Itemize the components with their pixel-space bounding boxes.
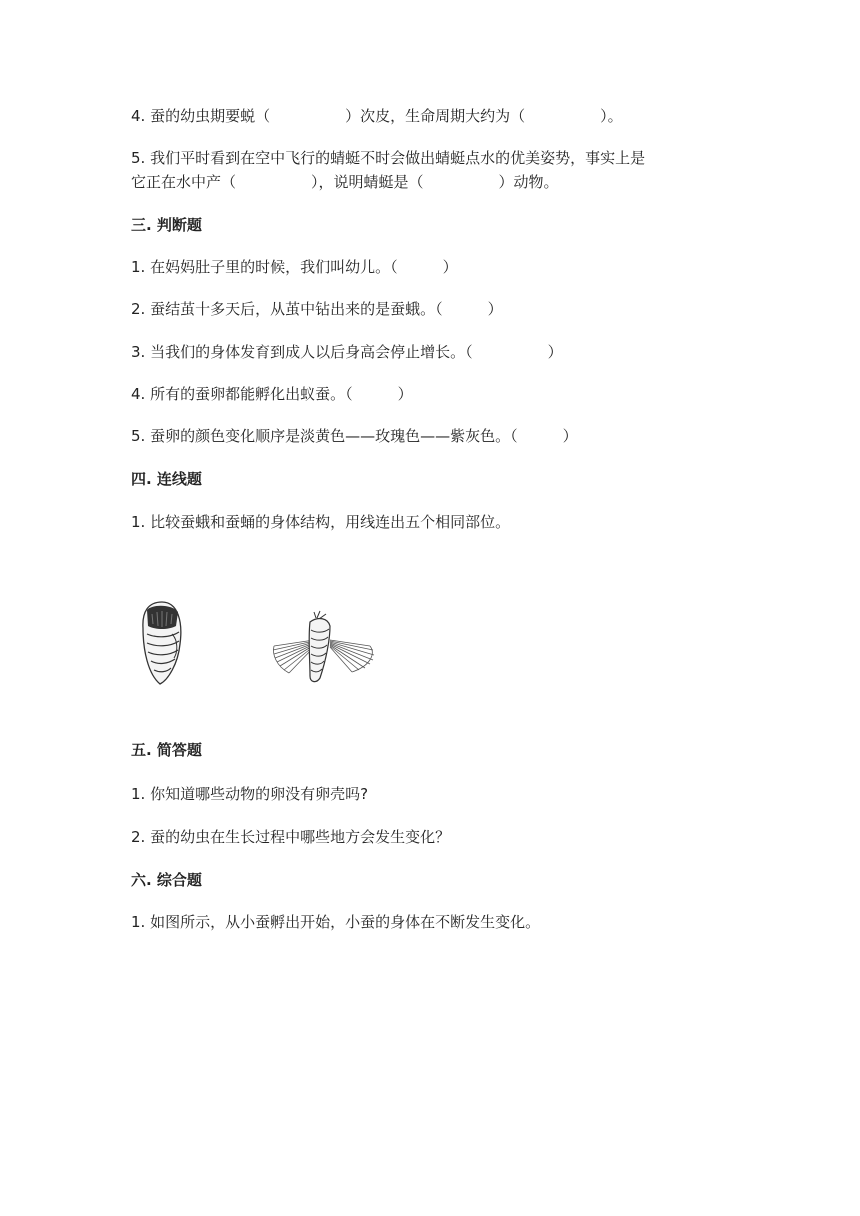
judge-question-4: 4. 所有的蚕卵都能孵化出蚁蚕。（ ） xyxy=(131,385,413,403)
section-title-comprehensive: 六. 综合题 xyxy=(131,871,202,889)
judge-question-1: 1. 在妈妈肚子里的时候，我们叫幼儿。（ ） xyxy=(131,258,458,276)
judge-question-5: 5. 蚕卵的颜色变化顺序是淡黄色——玫瑰色——紫灰色。（ ） xyxy=(131,427,578,445)
fill-question-5-line2: 它正在水中产（ ），说明蜻蜓是（ ）动物。 xyxy=(131,173,559,191)
short-question-2: 2. 蚕的幼虫在生长过程中哪些地方会发生变化？ xyxy=(131,828,451,846)
section-title-short: 五. 简答题 xyxy=(131,741,202,759)
fill-question-4: 4. 蚕的幼虫期要蜕（ ）次皮，生命周期大约为（ ）。 xyxy=(131,107,623,125)
fill-question-5-line1: 5. 我们平时看到在空中飞行的蜻蜓不时会做出蜻蜓点水的优美姿势，事实上是 xyxy=(131,149,646,167)
section-title-judge: 三. 判断题 xyxy=(131,216,202,234)
comprehensive-question-1: 1. 如图所示，从小蚕孵出开始，小蚕的身体在不断发生变化。 xyxy=(131,913,541,931)
judge-question-2: 2. 蚕结茧十多天后，从茧中钻出来的是蚕蛾。（ ） xyxy=(131,300,503,318)
match-question-1: 1. 比较蚕蛾和蚕蛹的身体结构，用线连出五个相同部位。 xyxy=(131,513,511,531)
silkworm-moth-illustration xyxy=(270,610,380,690)
silkworm-pupa-illustration xyxy=(138,598,186,688)
short-question-1: 1. 你知道哪些动物的卵没有卵壳吗? xyxy=(131,785,369,803)
section-title-match: 四. 连线题 xyxy=(131,470,202,488)
judge-question-3: 3. 当我们的身体发育到成人以后身高会停止增长。（ ） xyxy=(131,343,563,361)
